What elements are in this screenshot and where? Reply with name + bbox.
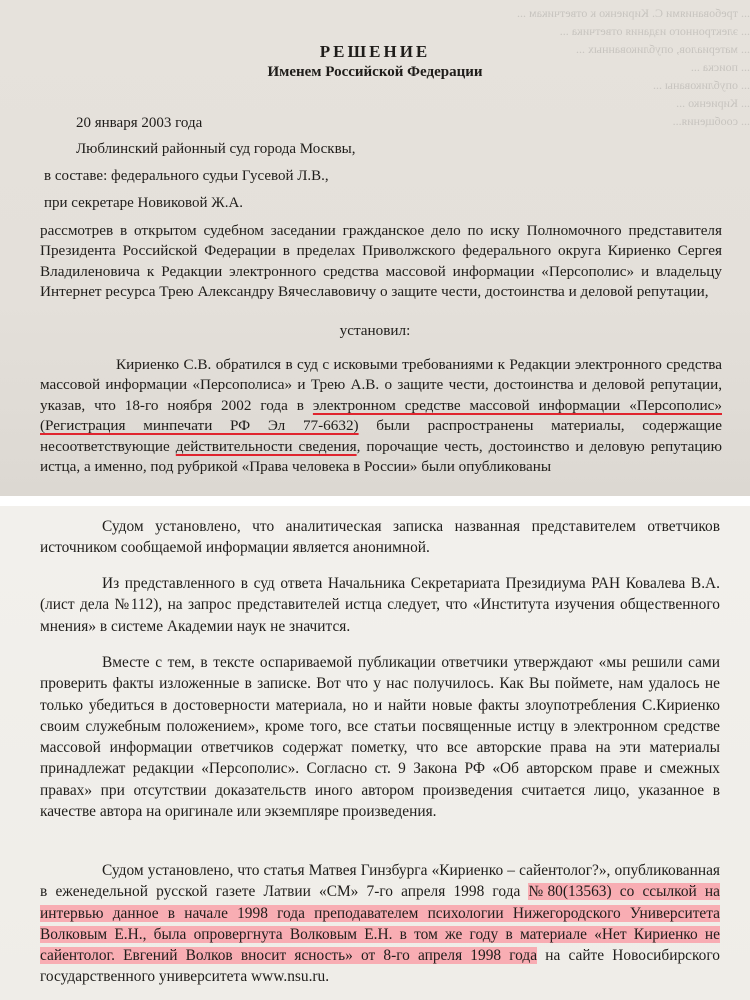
paragraph-ginzburg-article xyxy=(40,860,720,988)
case-paragraph: рассмотрев в открытом судебном заседании гражданское дело по иску Полномочного представителя Президента Российской Федерации в пределах Приволжского федерального округа Кириенко Сергея Владиленовича к Редакции электронного средства массовой информации «Персополис» и владельцу Интернет ресурса Трею Александру Вячеславовичу о защите чести, достоинства и деловой репутации, xyxy=(40,222,722,301)
document-subtitle: Именем Российской Федерации xyxy=(267,64,483,80)
article-text: на сайте Новосибирского государственного университета www.nsu.ru. xyxy=(40,947,720,986)
bleed-line: ... электронного издания ответчика ... xyxy=(559,24,750,38)
claim-text: , порочащие честь, достоинство и деловую репутацию истца, а именно, под рубрикой «Права человека в России» были опубликованы xyxy=(40,437,722,476)
bleed-line: ... опубликованы ... xyxy=(652,78,750,92)
document-title: РЕШЕНИЕ xyxy=(319,42,431,61)
paragraph-ran-response: Из представленного в суд ответа Начальника Секретариата Президиума РАН Ковалева В.А. (лист дела №112), на запрос представителей истца следует, что «Института изучения общественного мнения» в системе Академии наук не значится. xyxy=(40,575,720,635)
red-underlined-text: электронном средстве массовой информации «Персополис» (Регистрация минпечати РФ Эл 77-6632) xyxy=(40,396,722,435)
article-text: Судом установлено, что статья Матвея Гинзбурга «Кириенко – сайентолог?», опубликованная в еженедельной русской газете Латвии «СМ» 7-го апреля 1998 года xyxy=(40,862,720,901)
established-heading: установил: xyxy=(339,322,411,339)
bleed-line: ... поиска ... xyxy=(690,60,750,74)
document-page-top xyxy=(0,0,750,496)
highlighted-text: №80(13563) со ссылкой на интервью данное в начале 1998 года преподавателем психологии Нижегородского Университета Волковым Е.Н., была опровергнута Волковым Е.Н. в том же году в материале «Нет Кириенко не сайентолог. Евгений Волков вносит ясность» от 8-го апреля 1998 года xyxy=(40,883,720,965)
claim-text: были распространены материалы, содержащие несоответствующие xyxy=(40,417,722,455)
bleed-line: ... требованиями С. Кириенко к ответчикам ... xyxy=(517,6,750,20)
bleed-line: ... Кириенко ... xyxy=(676,96,750,110)
paragraph-publication-claims: Вместе с тем, в тексте оспариваемой публикации ответчики утверждают «мы решили сами проверить факты изложенные в записке. Вот что у нас получилось. Как Вы поймете, нам удалось не только убедиться в достоверности материала, но и найти новые факты злоупотребления С.Кириенко своим служебным положением», кроме того, все статьи посвященные истцу в электронном средстве массовой информации ответчиков содержат пометку, что все авторские права на эти материалы принадлежат редакции «Персополис». Согласно ст. 9 Закона РФ «Об авторском праве и смежных правах» при отсутствии доказательств иного автором произведения считается лицо, указанное в качестве автора на оригинале или экземпляре произведения. xyxy=(40,654,720,821)
bleed-line: ... сообщения... xyxy=(672,114,750,128)
red-underlined-text: действительности сведения xyxy=(175,437,357,455)
court-composition: в составе: федерального судьи Гусевой Л.В., xyxy=(44,168,329,184)
claim-paragraph xyxy=(40,355,722,477)
page-gap xyxy=(0,496,750,506)
court-name: Люблинский районный суд города Москвы, xyxy=(76,141,356,157)
court-secretary: при секретаре Новиковой Ж.А. xyxy=(44,195,244,211)
paragraph-anonymous-note: Судом установлено, что аналитическая записка названная представителем ответчиков источником сообщаемой информации является анонимной. xyxy=(40,518,720,557)
bleed-line: ... материалов, опубликованных ... xyxy=(575,42,750,56)
document-page-bottom xyxy=(0,506,750,1000)
decision-date: 20 января 2003 года xyxy=(76,115,203,131)
claim-text: Кириенко С.В. обратился в суд с исковыми требованиями к Редакции электронного средства массовой информации «Персополиса» и Трею А.В. о защите чести, достоинства и деловой репутации, указав, что 18-го ноября 2002 года в xyxy=(40,356,722,414)
